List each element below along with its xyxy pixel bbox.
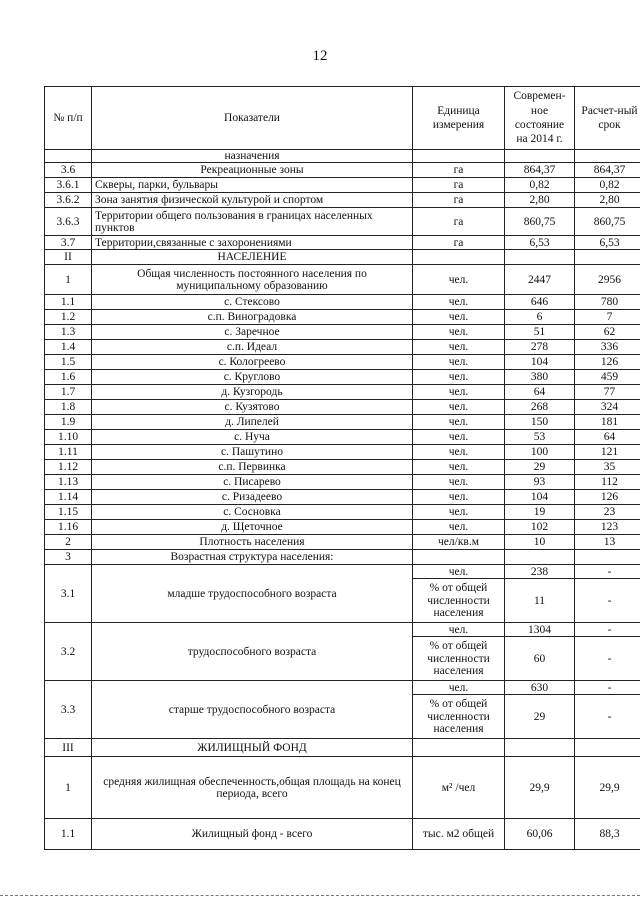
row-number: 3.7 xyxy=(45,236,92,250)
row-indicator: с. Круглово xyxy=(92,370,413,385)
row-unit: тыс. м2 общей xyxy=(413,819,505,850)
row-number: 1.4 xyxy=(45,340,92,355)
row-number: 1.10 xyxy=(45,430,92,445)
section-number: III xyxy=(45,739,92,757)
row-target-value: 35 xyxy=(575,460,640,475)
table-row xyxy=(45,163,640,178)
age-percent-unit: % от общей численности населения xyxy=(413,637,505,681)
row-indicator: с.п. Идеал xyxy=(92,340,413,355)
row-current-value: 104 xyxy=(505,490,575,505)
row-indicator: д. Липелей xyxy=(92,415,413,430)
age-count-target: - xyxy=(575,565,640,579)
table-row xyxy=(45,430,640,445)
row-target-value: 29,9 xyxy=(575,757,640,819)
table-row xyxy=(45,520,640,535)
table-row xyxy=(45,295,640,310)
row-number: 1 xyxy=(45,757,92,819)
row-indicator: Плотность населения xyxy=(92,535,413,550)
empty-cell xyxy=(505,739,575,757)
row-target-value xyxy=(575,250,640,265)
row-indicator: с. Нуча xyxy=(92,430,413,445)
table-row xyxy=(45,460,640,475)
table-row xyxy=(45,819,640,850)
row-current-value: 102 xyxy=(505,520,575,535)
age-count-value: 238 xyxy=(505,565,575,579)
row-unit: чел. xyxy=(413,310,505,325)
table-row xyxy=(45,623,640,637)
row-unit: чел. xyxy=(413,460,505,475)
row-indicator: с.п. Первинка xyxy=(92,460,413,475)
age-percent-unit: % от общей численности населения xyxy=(413,695,505,739)
row-unit: га xyxy=(413,178,505,193)
row-indicator: Территории,связанные с захоронениями xyxy=(92,236,413,250)
row-unit: чел/кв.м xyxy=(413,535,505,550)
row-current-value: 29 xyxy=(505,460,575,475)
row-indicator: с. Заречное xyxy=(92,325,413,340)
row-target-value: 112 xyxy=(575,475,640,490)
age-percent-value: 29 xyxy=(505,695,575,739)
age-percent-value: 11 xyxy=(505,579,575,623)
row-number: 1.8 xyxy=(45,400,92,415)
table-row xyxy=(45,150,640,163)
table-row xyxy=(45,400,640,415)
row-target-value: 13 xyxy=(575,535,640,550)
row-current-value: 60,06 xyxy=(505,819,575,850)
row-unit xyxy=(413,550,505,565)
table-row xyxy=(45,681,640,695)
row-current-value: 860,75 xyxy=(505,208,575,236)
table-row xyxy=(45,757,640,819)
age-count-unit: чел. xyxy=(413,565,505,579)
table-row xyxy=(45,415,640,430)
row-current-value xyxy=(505,550,575,565)
row-number: 1.16 xyxy=(45,520,92,535)
age-count-target: - xyxy=(575,681,640,695)
row-target-value: 780 xyxy=(575,295,640,310)
age-group-number: 3.2 xyxy=(45,623,92,681)
row-indicator: д. Кузгородь xyxy=(92,385,413,400)
row-unit: га xyxy=(413,193,505,208)
row-current-value: 864,37 xyxy=(505,163,575,178)
header-unit: Единица измерения xyxy=(413,87,505,150)
row-indicator: Жилищный фонд - всего xyxy=(92,819,413,850)
header-target: Расчет-ный срок xyxy=(575,87,640,150)
row-target-value: 2,80 xyxy=(575,193,640,208)
age-count-value: 1304 xyxy=(505,623,575,637)
table-row xyxy=(45,355,640,370)
row-unit: чел. xyxy=(413,355,505,370)
row-target-value xyxy=(575,150,640,163)
row-number: II xyxy=(45,250,92,265)
row-target-value: 6,53 xyxy=(575,236,640,250)
age-percent-target: - xyxy=(575,637,640,681)
row-current-value: 0,82 xyxy=(505,178,575,193)
row-current-value: 2447 xyxy=(505,265,575,295)
row-number: 1.11 xyxy=(45,445,92,460)
row-target-value: 121 xyxy=(575,445,640,460)
row-unit: чел. xyxy=(413,295,505,310)
table-row xyxy=(45,445,640,460)
table-row xyxy=(45,550,640,565)
age-count-unit: чел. xyxy=(413,623,505,637)
row-indicator: средняя жилищная обеспеченность,общая площадь на конец периода, всего xyxy=(92,757,413,819)
row-unit: га xyxy=(413,208,505,236)
row-number: 1.7 xyxy=(45,385,92,400)
row-current-value xyxy=(505,250,575,265)
row-indicator: с. Писарево xyxy=(92,475,413,490)
row-unit: га xyxy=(413,236,505,250)
table-row xyxy=(45,490,640,505)
row-unit: чел. xyxy=(413,400,505,415)
row-number: 3.6 xyxy=(45,163,92,178)
row-current-value: 51 xyxy=(505,325,575,340)
age-count-value: 630 xyxy=(505,681,575,695)
row-indicator: Общая численность постоянного населения по муниципальному образованию xyxy=(92,265,413,295)
row-number: 1.3 xyxy=(45,325,92,340)
row-indicator: д. Щеточное xyxy=(92,520,413,535)
row-number: 2 xyxy=(45,535,92,550)
row-unit: чел. xyxy=(413,445,505,460)
row-current-value: 29,9 xyxy=(505,757,575,819)
row-current-value: 64 xyxy=(505,385,575,400)
row-target-value: 336 xyxy=(575,340,640,355)
age-group-name: младше трудоспособного возраста xyxy=(92,565,413,623)
row-unit: га xyxy=(413,163,505,178)
row-number xyxy=(45,150,92,163)
row-current-value: 6,53 xyxy=(505,236,575,250)
row-unit: м² /чел xyxy=(413,757,505,819)
row-target-value: 181 xyxy=(575,415,640,430)
row-target-value: 64 xyxy=(575,430,640,445)
age-group-number: 3.3 xyxy=(45,681,92,739)
page-bottom-edge xyxy=(0,895,640,896)
row-indicator: с. Кологреево xyxy=(92,355,413,370)
row-unit: чел. xyxy=(413,520,505,535)
row-target-value: 62 xyxy=(575,325,640,340)
age-count-unit: чел. xyxy=(413,681,505,695)
row-number: 1.5 xyxy=(45,355,92,370)
row-number: 1 xyxy=(45,265,92,295)
row-indicator: назначения xyxy=(92,150,413,163)
row-number: 1.6 xyxy=(45,370,92,385)
row-current-value xyxy=(505,150,575,163)
row-current-value: 278 xyxy=(505,340,575,355)
row-number: 3.6.3 xyxy=(45,208,92,236)
row-target-value: 864,37 xyxy=(575,163,640,178)
row-number: 1.2 xyxy=(45,310,92,325)
table-row xyxy=(45,310,640,325)
row-target-value: 77 xyxy=(575,385,640,400)
row-indicator: с. Ризадеево xyxy=(92,490,413,505)
header-num: № п/п xyxy=(45,87,92,150)
row-current-value: 2,80 xyxy=(505,193,575,208)
row-indicator: с. Сосновка xyxy=(92,505,413,520)
row-unit: чел. xyxy=(413,415,505,430)
row-target-value: 88,3 xyxy=(575,819,640,850)
row-target-value: 123 xyxy=(575,520,640,535)
page-number: 12 xyxy=(312,48,328,64)
row-unit: чел. xyxy=(413,340,505,355)
row-indicator: Территории общего пользования в границах населенных пунктов xyxy=(92,208,413,236)
table-row xyxy=(45,193,640,208)
section-title: ЖИЛИЩНЫЙ ФОНД xyxy=(92,739,413,757)
row-current-value: 53 xyxy=(505,430,575,445)
row-indicator: Возрастная структура населения: xyxy=(92,550,413,565)
row-target-value xyxy=(575,550,640,565)
row-target-value: 7 xyxy=(575,310,640,325)
row-unit xyxy=(413,150,505,163)
row-indicator: с. Кузятово xyxy=(92,400,413,415)
table-row xyxy=(45,208,640,236)
table-row xyxy=(45,370,640,385)
table-row xyxy=(45,535,640,550)
empty-cell xyxy=(413,739,505,757)
table-header xyxy=(45,87,640,150)
row-target-value: 860,75 xyxy=(575,208,640,236)
age-percent-target: - xyxy=(575,695,640,739)
header-indicator: Показатели xyxy=(92,87,413,150)
indicators-table xyxy=(44,86,640,850)
row-unit: чел. xyxy=(413,475,505,490)
row-current-value: 10 xyxy=(505,535,575,550)
row-current-value: 19 xyxy=(505,505,575,520)
row-number: 1.9 xyxy=(45,415,92,430)
table-row xyxy=(45,325,640,340)
row-current-value: 150 xyxy=(505,415,575,430)
row-indicator: с.п. Виноградовка xyxy=(92,310,413,325)
row-target-value: 2956 xyxy=(575,265,640,295)
age-percent-target: - xyxy=(575,579,640,623)
empty-cell xyxy=(575,739,640,757)
row-current-value: 268 xyxy=(505,400,575,415)
row-target-value: 126 xyxy=(575,355,640,370)
row-number: 3.6.2 xyxy=(45,193,92,208)
age-group-number: 3.1 xyxy=(45,565,92,623)
row-number: 1.15 xyxy=(45,505,92,520)
table-row xyxy=(45,236,640,250)
row-target-value: 459 xyxy=(575,370,640,385)
row-current-value: 380 xyxy=(505,370,575,385)
table-row xyxy=(45,505,640,520)
row-unit: чел. xyxy=(413,325,505,340)
row-number: 1.14 xyxy=(45,490,92,505)
row-unit: чел. xyxy=(413,265,505,295)
age-group-name: старше трудоспособного возраста xyxy=(92,681,413,739)
row-unit: чел. xyxy=(413,505,505,520)
row-unit: чел. xyxy=(413,370,505,385)
row-number: 1.1 xyxy=(45,295,92,310)
row-target-value: 126 xyxy=(575,490,640,505)
age-group-name: трудоспособного возраста xyxy=(92,623,413,681)
row-unit: чел. xyxy=(413,385,505,400)
table-row xyxy=(45,385,640,400)
row-current-value: 646 xyxy=(505,295,575,310)
row-number: 3.6.1 xyxy=(45,178,92,193)
row-indicator: НАСЕЛЕНИЕ xyxy=(92,250,413,265)
age-percent-value: 60 xyxy=(505,637,575,681)
row-indicator: Рекреационные зоны xyxy=(92,163,413,178)
row-current-value: 93 xyxy=(505,475,575,490)
row-number: 1.1 xyxy=(45,819,92,850)
row-current-value: 100 xyxy=(505,445,575,460)
row-number: 1.12 xyxy=(45,460,92,475)
header-current: Современ-ное состояние на 2014 г. xyxy=(505,87,575,150)
row-unit: чел. xyxy=(413,490,505,505)
age-count-target: - xyxy=(575,623,640,637)
table-row xyxy=(45,565,640,579)
row-unit xyxy=(413,250,505,265)
age-percent-unit: % от общей численности населения xyxy=(413,579,505,623)
table-row xyxy=(45,739,640,757)
row-indicator: с. Стексово xyxy=(92,295,413,310)
table-row xyxy=(45,178,640,193)
row-current-value: 6 xyxy=(505,310,575,325)
row-number: 3 xyxy=(45,550,92,565)
row-number: 1.13 xyxy=(45,475,92,490)
table-row xyxy=(45,340,640,355)
row-indicator: с. Пашутино xyxy=(92,445,413,460)
row-target-value: 0,82 xyxy=(575,178,640,193)
table-row xyxy=(45,475,640,490)
row-unit: чел. xyxy=(413,430,505,445)
row-indicator: Зона занятия физической культурой и спортом xyxy=(92,193,413,208)
row-target-value: 324 xyxy=(575,400,640,415)
table-row xyxy=(45,265,640,295)
table-row xyxy=(45,250,640,265)
row-current-value: 104 xyxy=(505,355,575,370)
row-target-value: 23 xyxy=(575,505,640,520)
row-indicator: Скверы, парки, бульвары xyxy=(92,178,413,193)
